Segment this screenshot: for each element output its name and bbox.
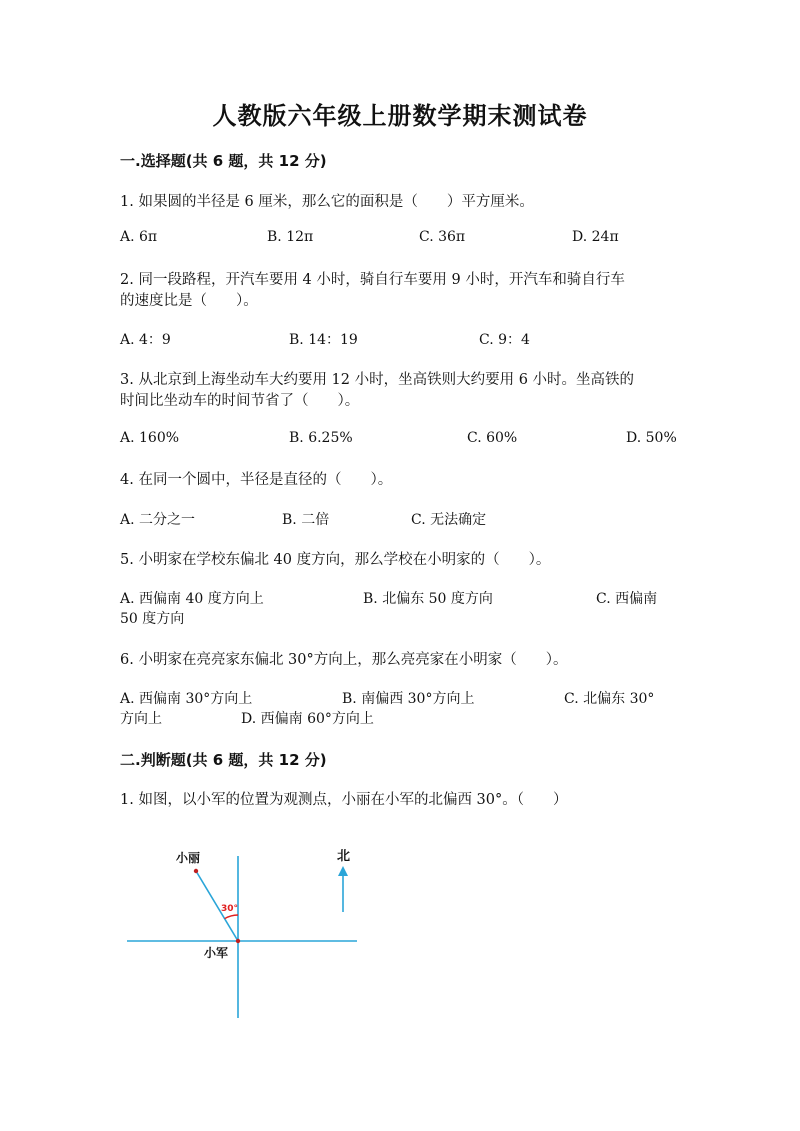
q6-option-a: A. 西偏南 30°方向上 xyxy=(120,691,253,707)
north-arrow-icon xyxy=(338,866,348,876)
question-4-text: 4. 在同一个圆中，半径是直径的（ ）。 xyxy=(120,472,393,488)
question-3-text-line2: 时间比坐动车的时间节省了（ ）。 xyxy=(120,393,360,409)
q5-option-c-continued: 50 度方向 xyxy=(120,611,185,627)
q3-option-b: B. 6.25% xyxy=(289,430,353,446)
q6-option-b: B. 南偏西 30°方向上 xyxy=(342,691,475,707)
q3-option-c: C. 60% xyxy=(467,430,518,446)
xiaoli-point xyxy=(194,869,198,873)
q4-option-c: C. 无法确定 xyxy=(411,512,487,528)
q6-option-c: C. 北偏东 30° xyxy=(564,691,655,707)
tf-question-1-text: 1. 如图，以小军的位置为观测点，小丽在小军的北偏西 30°。（ ） xyxy=(120,792,568,808)
question-3-text-line1: 3. 从北京到上海坐动车大约要用 12 小时，坐高铁则大约要用 6 小时。坐高铁的 xyxy=(120,372,635,388)
q5-option-a: A. 西偏南 40 度方向上 xyxy=(120,591,264,607)
q4-option-b: B. 二倍 xyxy=(282,512,330,528)
angle-arc xyxy=(225,915,238,919)
angle-label: 30° xyxy=(221,904,239,914)
question-5-text: 5. 小明家在学校东偏北 40 度方向，那么学校在小明家的（ ）。 xyxy=(120,552,551,568)
q6-option-c-continued: 方向上 xyxy=(120,711,162,727)
page-title: 人教版六年级上册数学期末测试卷 xyxy=(212,102,588,130)
q5-option-c: C. 西偏南 xyxy=(596,591,658,607)
label-xiaojun: 小军 xyxy=(204,946,229,960)
question-1-text: 1. 如果圆的半径是 6 厘米，那么它的面积是（ ）平方厘米。 xyxy=(120,194,534,210)
q5-option-b: B. 北偏东 50 度方向 xyxy=(363,591,493,607)
q1-option-c: C. 36π xyxy=(419,229,466,245)
q4-option-a: A. 二分之一 xyxy=(120,512,196,528)
q1-option-d: D. 24π xyxy=(572,229,619,245)
q3-option-a: A. 160% xyxy=(120,430,180,446)
label-north: 北 xyxy=(337,849,351,864)
question-6-text: 6. 小明家在亮亮家东偏北 30°方向上，那么亮亮家在小明家（ ）。 xyxy=(120,652,568,668)
question-2-text-line2: 的速度比是（ ）。 xyxy=(120,293,258,309)
label-xiaoli: 小丽 xyxy=(176,851,201,865)
q2-option-a: A. 4：9 xyxy=(120,332,171,348)
q1-option-b: B. 12π xyxy=(267,229,314,245)
q2-option-c: C. 9：4 xyxy=(479,332,530,348)
q3-option-d: D. 50% xyxy=(626,430,677,446)
section-heading-choice: 一.选择题(共 6 题，共 12 分) xyxy=(120,152,327,170)
q2-option-b: B. 14：19 xyxy=(289,332,358,348)
q1-option-a: A. 6π xyxy=(120,229,158,245)
xiaojun-point xyxy=(236,939,240,943)
question-2-text-line1: 2. 同一段路程，开汽车要用 4 小时，骑自行车要用 9 小时，开汽车和骑自行车 xyxy=(120,272,625,288)
section-heading-true-false: 二.判断题(共 6 题，共 12 分) xyxy=(120,751,327,769)
q6-option-d: D. 西偏南 60°方向上 xyxy=(241,711,374,727)
